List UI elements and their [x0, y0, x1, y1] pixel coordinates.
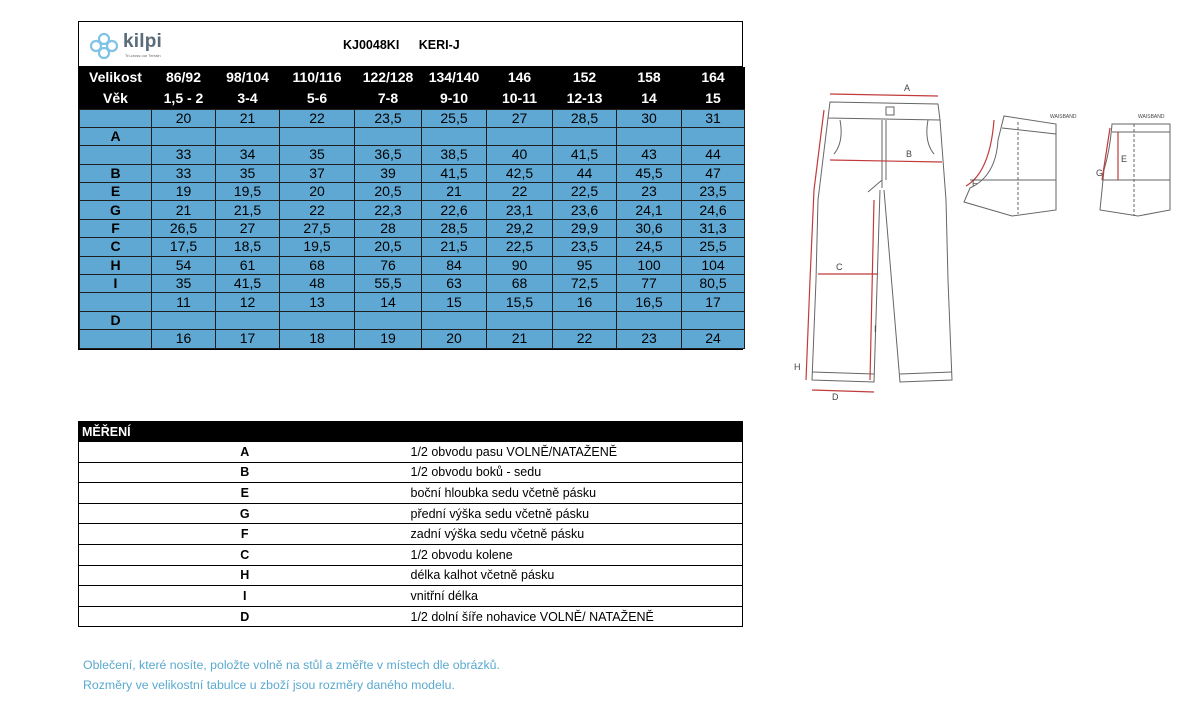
measure-value-cell: 17	[216, 330, 280, 348]
measure-label-cell: G	[80, 201, 152, 219]
size-header-cell: 14	[617, 88, 682, 109]
label-g: G	[1096, 168, 1104, 178]
measure-value-cell: 48	[280, 275, 355, 293]
measure-value-cell: 23,1	[487, 201, 553, 219]
measurement-title: MĚŘENÍ	[79, 422, 743, 442]
measure-value-cell	[216, 311, 280, 329]
measurement-row	[79, 544, 743, 565]
size-header-cell: 152	[553, 67, 617, 88]
row-label: Věk	[80, 88, 152, 109]
measure-value-cell: 11	[152, 293, 216, 311]
measure-value-cell: 22	[280, 201, 355, 219]
measure-value-cell: 23	[617, 330, 682, 348]
measure-value-cell: 27,5	[280, 219, 355, 237]
footer-line-1: Oblečení, které nosíte, položte volně na stůl a změřte v místech dle obrázků.	[83, 658, 500, 672]
size-header-cell: 110/116	[280, 67, 355, 88]
measure-value-cell: 21,5	[422, 238, 487, 256]
measure-value-cell: 41,5	[422, 164, 487, 182]
measure-value-cell: 76	[355, 256, 422, 274]
measure-value-cell	[422, 127, 487, 145]
measure-value-cell: 21,5	[216, 201, 280, 219]
size-data-row	[80, 293, 745, 311]
measure-value-cell: 23	[617, 183, 682, 201]
measure-value-cell: 68	[280, 256, 355, 274]
measure-value-cell: 22,3	[355, 201, 422, 219]
size-data-row	[80, 275, 745, 293]
size-header-cell: 1,5 - 2	[152, 88, 216, 109]
measure-value-cell: 54	[152, 256, 216, 274]
measure-value-cell	[216, 127, 280, 145]
row-label: Velikost	[80, 67, 152, 88]
measure-value-cell	[487, 127, 553, 145]
measure-value-cell	[280, 127, 355, 145]
front-seat-diagram	[1094, 110, 1184, 220]
label-c: C	[836, 262, 843, 272]
measure-value-cell: 23,5	[682, 183, 745, 201]
measure-value-cell: 55,5	[355, 275, 422, 293]
size-data-row	[80, 127, 745, 145]
measure-value-cell: 24,5	[617, 238, 682, 256]
table-header	[79, 22, 742, 67]
measure-value-cell: 41,5	[216, 275, 280, 293]
measure-value-cell: 16	[152, 330, 216, 348]
label-h: H	[794, 362, 801, 372]
measure-value-cell: 19	[152, 183, 216, 201]
measurement-row	[79, 565, 743, 586]
measure-value-cell: 23,5	[553, 238, 617, 256]
measure-value-cell: 29,2	[487, 219, 553, 237]
measure-value-cell	[553, 311, 617, 329]
measure-value-cell: 31,3	[682, 219, 745, 237]
size-header-cell: 9-10	[422, 88, 487, 109]
measure-value-cell	[682, 127, 745, 145]
measure-value-cell	[355, 311, 422, 329]
measure-label-cell	[80, 293, 152, 311]
measurement-description: délka kalhot včetně pásku	[411, 565, 743, 586]
measure-value-cell: 28	[355, 219, 422, 237]
size-header-cell: 10-11	[487, 88, 553, 109]
measure-value-cell: 40	[487, 146, 553, 164]
size-header-row	[80, 67, 745, 88]
size-header-cell: 134/140	[422, 67, 487, 88]
measure-value-cell: 44	[682, 146, 745, 164]
measure-label-cell	[80, 109, 152, 127]
brand-tagline: Tri-cross our Terrain	[125, 53, 161, 58]
size-data-row	[80, 219, 745, 237]
measure-value-cell: 19,5	[216, 183, 280, 201]
measure-value-cell: 34	[216, 146, 280, 164]
side-seat-diagram	[960, 110, 1090, 220]
label-a: A	[904, 83, 911, 93]
measure-value-cell: 14	[355, 293, 422, 311]
measure-value-cell: 25,5	[422, 109, 487, 127]
label-d: D	[832, 392, 839, 400]
measurement-row	[79, 462, 743, 483]
measure-value-cell: 77	[617, 275, 682, 293]
measure-value-cell: 20	[280, 183, 355, 201]
label-b: B	[906, 149, 913, 159]
measurement-code: G	[79, 503, 411, 524]
measure-value-cell: 20	[152, 109, 216, 127]
measure-value-cell: 42,5	[487, 164, 553, 182]
measure-value-cell: 16	[553, 293, 617, 311]
measure-value-cell: 31	[682, 109, 745, 127]
measure-value-cell: 13	[280, 293, 355, 311]
measure-value-cell: 104	[682, 256, 745, 274]
measure-value-cell: 36,5	[355, 146, 422, 164]
size-header-cell: 146	[487, 67, 553, 88]
kilpi-logo-icon	[87, 31, 121, 61]
size-header-cell: 164	[682, 67, 745, 88]
measure-value-cell	[487, 311, 553, 329]
size-header-cell: 5-6	[280, 88, 355, 109]
measure-value-cell: 22,6	[422, 201, 487, 219]
measurement-description: přední výška sedu včetně pásku	[411, 503, 743, 524]
measurement-code: D	[79, 606, 411, 627]
size-header-cell: 158	[617, 67, 682, 88]
label-e: E	[1121, 154, 1128, 164]
measure-value-cell	[617, 311, 682, 329]
measurement-row	[79, 503, 743, 524]
measurement-code: A	[79, 442, 411, 463]
measurement-table	[78, 421, 743, 627]
measure-value-cell: 37	[280, 164, 355, 182]
measure-value-cell: 23,5	[355, 109, 422, 127]
measure-value-cell: 44	[553, 164, 617, 182]
measure-value-cell: 61	[216, 256, 280, 274]
measure-label-cell: H	[80, 256, 152, 274]
size-data-row	[80, 330, 745, 348]
measure-value-cell: 35	[152, 275, 216, 293]
measure-value-cell: 30	[617, 109, 682, 127]
measurement-row	[79, 483, 743, 504]
measure-label-cell: E	[80, 183, 152, 201]
size-header-cell: 98/104	[216, 67, 280, 88]
footer-note	[83, 655, 500, 695]
measure-value-cell: 29,9	[553, 219, 617, 237]
measure-value-cell: 21	[422, 183, 487, 201]
size-header-row	[80, 88, 745, 109]
size-header-cell: 12-13	[553, 88, 617, 109]
size-data-row	[80, 256, 745, 274]
measure-value-cell: 41,5	[553, 146, 617, 164]
size-grid	[79, 67, 745, 349]
measure-value-cell: 20	[422, 330, 487, 348]
measure-value-cell: 24	[682, 330, 745, 348]
measure-value-cell: 21	[487, 330, 553, 348]
measure-value-cell: 27	[216, 219, 280, 237]
measure-value-cell: 39	[355, 164, 422, 182]
measure-value-cell: 22,5	[487, 238, 553, 256]
measure-value-cell: 19,5	[280, 238, 355, 256]
measure-value-cell: 23,6	[553, 201, 617, 219]
measure-value-cell: 17,5	[152, 238, 216, 256]
waisband-label-2: WAISBAND	[1138, 114, 1165, 120]
measure-value-cell	[355, 127, 422, 145]
measure-value-cell: 21	[152, 201, 216, 219]
measure-value-cell: 63	[422, 275, 487, 293]
brand-name: kilpi	[123, 31, 163, 52]
footer-line-2: Rozměry ve velikostní tabulce u zboží jsou rozměry daného modelu.	[83, 678, 455, 692]
measure-label-cell	[80, 146, 152, 164]
size-data-row	[80, 109, 745, 127]
measurement-description: 1/2 dolní šíře nohavice VOLNĚ/ NATAŽENĚ	[411, 606, 743, 627]
measure-label-cell: F	[80, 219, 152, 237]
size-header-cell: 3-4	[216, 88, 280, 109]
size-data-row	[80, 183, 745, 201]
measure-value-cell: 33	[152, 164, 216, 182]
measure-value-cell: 35	[280, 146, 355, 164]
measure-value-cell	[553, 127, 617, 145]
measure-value-cell: 28,5	[553, 109, 617, 127]
label-i: I	[874, 324, 877, 334]
measure-value-cell: 80,5	[682, 275, 745, 293]
measure-value-cell: 72,5	[553, 275, 617, 293]
measurement-description: 1/2 obvodu boků - sedu	[411, 462, 743, 483]
measure-value-cell: 20,5	[355, 238, 422, 256]
measurement-description: boční hloubka sedu včetně pásku	[411, 483, 743, 504]
product-code: KJ0048KI	[343, 38, 400, 52]
brand-logo	[87, 31, 187, 61]
size-data-row	[80, 146, 745, 164]
measurement-description: 1/2 obvodu kolene	[411, 544, 743, 565]
measure-value-cell: 22	[487, 183, 553, 201]
measure-label-cell	[80, 330, 152, 348]
measurement-row	[79, 442, 743, 463]
measurement-code: I	[79, 586, 411, 607]
measure-value-cell	[280, 311, 355, 329]
product-name: KERI-J	[418, 38, 460, 52]
measure-label-cell: D	[80, 311, 152, 329]
measurement-code: B	[79, 462, 411, 483]
measure-value-cell: 28,5	[422, 219, 487, 237]
measure-value-cell: 43	[617, 146, 682, 164]
measure-label-cell: B	[80, 164, 152, 182]
measure-value-cell: 24,1	[617, 201, 682, 219]
product-title	[343, 38, 460, 52]
measure-value-cell: 95	[553, 256, 617, 274]
measure-label-cell: A	[80, 127, 152, 145]
measure-value-cell	[152, 127, 216, 145]
measure-value-cell: 84	[422, 256, 487, 274]
size-data-row	[80, 201, 745, 219]
measurement-description: zadní výška sedu včetně pásku	[411, 524, 743, 545]
size-header-cell: 122/128	[355, 67, 422, 88]
measure-value-cell: 20,5	[355, 183, 422, 201]
measure-value-cell: 12	[216, 293, 280, 311]
measurement-row	[79, 606, 743, 627]
measure-value-cell: 22	[280, 109, 355, 127]
measure-value-cell: 17	[682, 293, 745, 311]
size-data-row	[80, 311, 745, 329]
measurement-header	[79, 422, 743, 442]
measure-value-cell: 27	[487, 109, 553, 127]
measure-label-cell: I	[80, 275, 152, 293]
measurement-description: 1/2 obvodu pasu VOLNĚ/NATAŽENĚ	[411, 442, 743, 463]
measure-value-cell: 16,5	[617, 293, 682, 311]
measure-value-cell: 25,5	[682, 238, 745, 256]
measure-value-cell: 21	[216, 109, 280, 127]
measurement-row	[79, 586, 743, 607]
waisband-label-1: WAISBAND	[1050, 114, 1077, 120]
measure-value-cell: 33	[152, 146, 216, 164]
measure-value-cell: 22,5	[553, 183, 617, 201]
measure-value-cell: 90	[487, 256, 553, 274]
measure-value-cell: 47	[682, 164, 745, 182]
measure-value-cell: 26,5	[152, 219, 216, 237]
measure-value-cell: 18	[280, 330, 355, 348]
pants-diagram	[788, 80, 958, 400]
size-header-cell: 86/92	[152, 67, 216, 88]
measurement-row	[79, 524, 743, 545]
measurement-description: vnitřní délka	[411, 586, 743, 607]
measurement-code: C	[79, 544, 411, 565]
measure-value-cell: 15	[422, 293, 487, 311]
measure-value-cell	[617, 127, 682, 145]
size-data-row	[80, 238, 745, 256]
measure-value-cell: 15,5	[487, 293, 553, 311]
measure-value-cell	[422, 311, 487, 329]
measure-value-cell: 68	[487, 275, 553, 293]
measure-value-cell: 38,5	[422, 146, 487, 164]
label-f: F	[972, 178, 978, 188]
measure-value-cell: 19	[355, 330, 422, 348]
size-header-cell: 15	[682, 88, 745, 109]
measure-value-cell: 30,6	[617, 219, 682, 237]
measure-label-cell: C	[80, 238, 152, 256]
measure-value-cell	[682, 311, 745, 329]
measurement-code: E	[79, 483, 411, 504]
measure-value-cell: 100	[617, 256, 682, 274]
measure-value-cell	[152, 311, 216, 329]
size-data-row	[80, 164, 745, 182]
measure-value-cell: 24,6	[682, 201, 745, 219]
measure-value-cell: 45,5	[617, 164, 682, 182]
measure-value-cell: 35	[216, 164, 280, 182]
measurement-code: H	[79, 565, 411, 586]
measure-value-cell: 22	[553, 330, 617, 348]
size-header-cell: 7-8	[355, 88, 422, 109]
measure-value-cell: 18,5	[216, 238, 280, 256]
measurement-code: F	[79, 524, 411, 545]
size-table	[78, 21, 743, 350]
